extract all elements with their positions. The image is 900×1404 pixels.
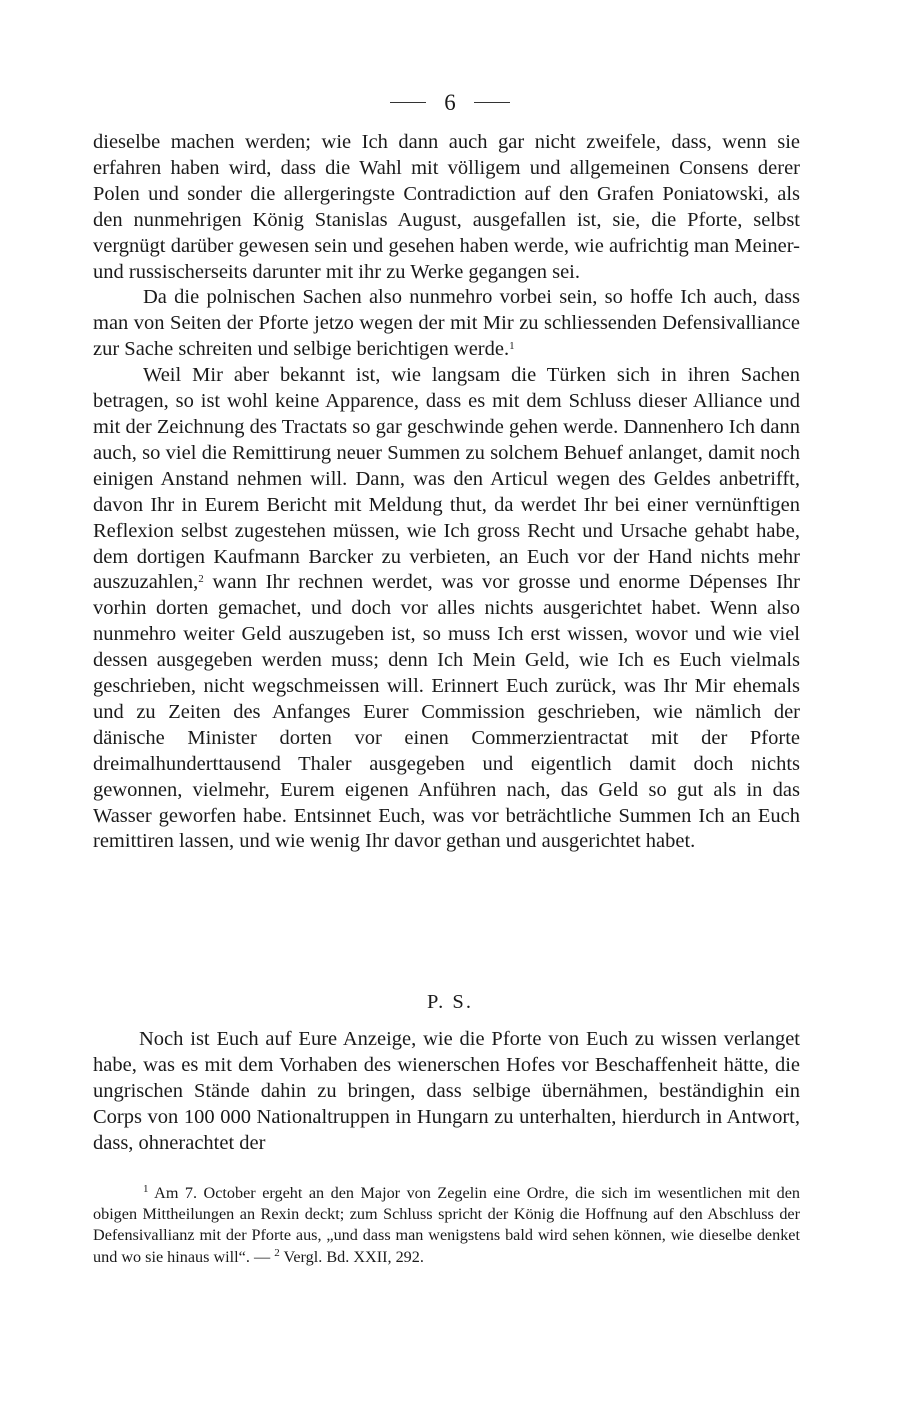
paragraph-2 bbox=[93, 285, 800, 363]
postscript-paragraph: Noch ist Euch auf Eure Anzeige, wie die Pforte von Euch zu wissen verlanget habe, was es mit dem Vorhaben des wienerschen Hofes vor Beschaffenheit hätte, die ungrischen Stände dahin zu bringen, dass selbige übernähmen, beständighin ein Corps von 100 000 Nationaltruppen in Hungarn zu unterhalten, hierdurch in Antwort, dass, ohnerachtet der bbox=[93, 1028, 800, 1154]
paragraph-2-text: Da die polnischen Sachen also nunmehro vorbei sein, so hoffe Ich auch, dass man von Seiten der Pforte jetzo wegen der mit Mir zu schliessenden Defensivalliance zur Sache schreiten und selbige berichtigen werde. bbox=[93, 286, 800, 361]
main-text bbox=[93, 130, 800, 855]
footnote-1 bbox=[93, 1183, 800, 1268]
footnote-1-marker: 1 bbox=[143, 1183, 149, 1195]
header-rule-right bbox=[474, 102, 510, 103]
footnote-2-text: Vergl. Bd. XXII, 292. bbox=[283, 1247, 424, 1266]
footnote-2-marker: 2 bbox=[274, 1246, 280, 1259]
paragraph-1-text: dieselbe machen werden; wie Ich dann auch gar nicht zweifele, dass, wenn sie erfahren haben wird, dass die Wahl mit völligem und allgemeinen Consens derer Polen und sonder die allergeringste Contradiction auf den Grafen Poniatowski, als den nunmehrigen König Stanislas August, ausgefallen ist, sie, die Pforte, selbst vergnügt darüber gewesen sein und gesehen haben werde, wie aufrichtig man Meiner- und russischerseits darunter mit ihr zu Werke gegangen sei. bbox=[93, 131, 800, 283]
paragraph-3-text-a: Weil Mir aber bekannt ist, wie langsam die Türken sich in ihren Sachen betragen, so ist wohl keine Apparence, dass es mit dem Schluss dieser Alliance und mit der Zeichnung des Tractats so gar geschwinde gehen werde. Dannenhero Ich dann auch, so viel die Remittirung neuer Summen zu solchem Behuef anlanget, damit noch einigen Anstand nehmen will. Dann, was den Articul wegen des Geldes anbetrifft, davon Ihr in Eurem Bericht mit Meldung thut, da werdet Ihr bei einer vernünftigen Reflexion selbst zugestehen müssen, wie Ich gross Recht und Ursache gehabt habe, dem dortigen Kaufmann Barcker zu verbieten, an Euch vor der Hand nichts mehr auszuzahlen, bbox=[93, 364, 800, 594]
paragraph-3 bbox=[93, 363, 800, 855]
page-number: 6 bbox=[444, 89, 456, 115]
postscript-heading: P. S. bbox=[427, 991, 473, 1013]
footnote-ref-1: 1 bbox=[509, 340, 515, 353]
paragraph-1 bbox=[93, 130, 800, 285]
footnote-ref-2: 2 bbox=[198, 573, 204, 586]
postscript-text bbox=[93, 1027, 800, 1157]
footnotes bbox=[93, 1183, 800, 1268]
paragraph-3-text-b: wann Ihr rechnen werdet, was vor grosse und enorme Dépenses Ihr vorhin dorten gemachet, und doch vor alles nichts ausgerichtet habet. Wenn also nunmehro weiter Geld auszugeben ist, so muss Ich erst wissen, wovor und wie viel dessen ausgegeben werden muss; denn Ich Mein Geld, wie Ich es Euch vielmals geschrieben, nicht wegschmeissen will. Erinnert Euch zurück, was Ihr Mir ehemals und zu Zeiten des Anfanges Eurer Commission geschrieben, wie nämlich der dänische Minister dorten vor einen Commerzientractat mit der Pforte dreimalhunderttausend Thaler ausgegeben und eigentlich damit doch nichts gewonnen, vielmehr, Eurem eigenen Anführen nach, das Geld so gut als in das Wasser geworfen habe. Entsinnet Euch, was vor beträchtliche Summen Ich an Euch remittiren lassen, und wie wenig Ihr davor gethan und ausgerichtet habet. bbox=[93, 571, 800, 853]
footnote-1-text: Am 7. October ergeht an den Major von Zegelin eine Ordre, die sich im wesentlichen mit den obigen Mittheilungen an Rexin deckt; zum Schluss spricht der König die Hoffnung auf den Abschluss der Defensivallianz mit der Pforte aus, „und dass man wenigstens bald wird sehen können, wie dieselbe denket und wo sie hinaus will“. — bbox=[93, 1184, 800, 1266]
page-header bbox=[0, 84, 900, 120]
header-rule-left bbox=[390, 102, 426, 103]
